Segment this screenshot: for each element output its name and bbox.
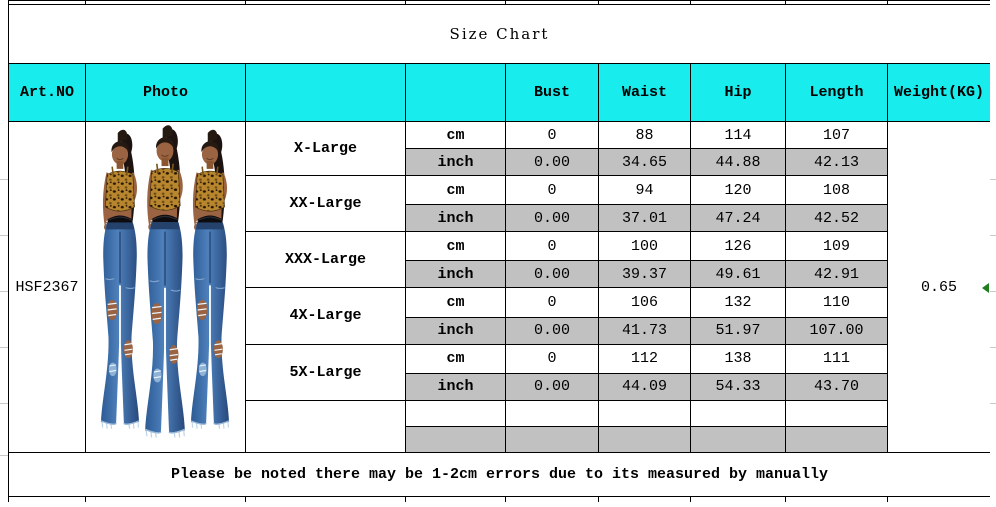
cell-waist: 112 xyxy=(599,344,691,373)
sheet-right-margin xyxy=(990,0,996,507)
unit-label: cm xyxy=(406,122,506,149)
cell-bust: 0.00 xyxy=(506,149,599,176)
cell-waist: 94 xyxy=(599,176,691,205)
cell-length: 42.91 xyxy=(786,261,888,288)
cell-bust: 0.00 xyxy=(506,373,599,400)
empty-cell xyxy=(786,497,888,503)
size-label: 5X-Large xyxy=(246,344,406,400)
empty-cell xyxy=(246,400,406,452)
sheet-left-margin xyxy=(0,0,8,507)
header-art-no: Art.NO xyxy=(9,64,86,122)
unit-label: inch xyxy=(406,149,506,176)
header-hip: Hip xyxy=(691,64,786,122)
unit-label: inch xyxy=(406,261,506,288)
cell-hip: 138 xyxy=(691,344,786,373)
gridline xyxy=(0,235,8,236)
cell-hip: 120 xyxy=(691,176,786,205)
cell-hip: 51.97 xyxy=(691,317,786,344)
header-size xyxy=(246,64,406,122)
header-photo: Photo xyxy=(86,64,246,122)
header-length: Length xyxy=(786,64,888,122)
cell-length: 108 xyxy=(786,176,888,205)
cell-hip: 114 xyxy=(691,122,786,149)
unit-label: cm xyxy=(406,344,506,373)
cell-length: 42.52 xyxy=(786,205,888,232)
size-label: XXX-Large xyxy=(246,232,406,288)
cell-waist: 37.01 xyxy=(599,205,691,232)
cell-waist: 106 xyxy=(599,288,691,317)
cell-waist: 100 xyxy=(599,232,691,261)
cell-hip: 126 xyxy=(691,232,786,261)
cell-waist: 44.09 xyxy=(599,373,691,400)
empty-cell xyxy=(406,400,506,426)
cell-hip: 54.33 xyxy=(691,373,786,400)
empty-cell xyxy=(599,497,691,503)
size-label: 4X-Large xyxy=(246,288,406,344)
gridline xyxy=(990,235,996,236)
empty-cell xyxy=(599,427,691,453)
empty-cell xyxy=(888,497,991,503)
cell-bust: 0.00 xyxy=(506,317,599,344)
empty-cell xyxy=(691,427,786,453)
unit-label: cm xyxy=(406,232,506,261)
cell-length: 42.13 xyxy=(786,149,888,176)
art-no-value: HSF2367 xyxy=(9,122,86,453)
size-label: X-Large xyxy=(246,122,406,176)
product-photo xyxy=(86,122,246,453)
unit-label: cm xyxy=(406,176,506,205)
cell-hip: 49.61 xyxy=(691,261,786,288)
empty-cell xyxy=(406,427,506,453)
models-illustration xyxy=(86,122,244,452)
unit-label: cm xyxy=(406,288,506,317)
cell-length: 109 xyxy=(786,232,888,261)
empty-cell xyxy=(691,400,786,426)
cell-bust: 0.00 xyxy=(506,261,599,288)
empty-cell xyxy=(246,497,406,503)
unit-label: inch xyxy=(406,317,506,344)
header-waist: Waist xyxy=(599,64,691,122)
gridline xyxy=(0,347,8,348)
empty-cell xyxy=(691,497,786,503)
header-bust: Bust xyxy=(506,64,599,122)
empty-cell xyxy=(86,497,246,503)
cell-length: 111 xyxy=(786,344,888,373)
partial-row-bottom xyxy=(9,497,991,503)
empty-cell xyxy=(786,427,888,453)
gridline xyxy=(0,291,8,292)
cell-length: 110 xyxy=(786,288,888,317)
gridline xyxy=(990,291,996,292)
table-header-row xyxy=(9,64,991,122)
cell-length: 107.00 xyxy=(786,317,888,344)
cell-waist: 41.73 xyxy=(599,317,691,344)
empty-cell xyxy=(506,400,599,426)
page-title: Size Chart xyxy=(9,5,991,64)
empty-cell xyxy=(9,497,86,503)
size-label: XX-Large xyxy=(246,176,406,232)
gridline xyxy=(0,403,8,404)
cell-hip: 47.24 xyxy=(691,205,786,232)
weight-value: 0.65 xyxy=(888,122,991,453)
gridline xyxy=(0,179,8,180)
empty-cell xyxy=(506,497,599,503)
cell-bust: 0 xyxy=(506,232,599,261)
empty-cell xyxy=(786,400,888,426)
unit-label: inch xyxy=(406,205,506,232)
empty-cell xyxy=(599,400,691,426)
unit-label: inch xyxy=(406,373,506,400)
size-chart-table xyxy=(8,0,991,502)
row-xlarge-cm xyxy=(9,122,991,149)
cell-length: 43.70 xyxy=(786,373,888,400)
gridline xyxy=(990,403,996,404)
gridline xyxy=(990,179,996,180)
gridline xyxy=(0,455,8,456)
gridline xyxy=(990,347,996,348)
empty-cell xyxy=(406,497,506,503)
measurement-note: Please be noted there may be 1-2cm errors due to its measured by manually xyxy=(9,453,991,497)
cell-waist: 88 xyxy=(599,122,691,149)
cell-waist: 34.65 xyxy=(599,149,691,176)
cell-length: 107 xyxy=(786,122,888,149)
header-weight: Weight(KG) xyxy=(888,64,991,122)
cell-waist: 39.37 xyxy=(599,261,691,288)
cell-bust: 0 xyxy=(506,288,599,317)
cell-bust: 0.00 xyxy=(506,205,599,232)
cell-bust: 0 xyxy=(506,344,599,373)
cell-hip: 44.88 xyxy=(691,149,786,176)
green-arrow-marker xyxy=(982,283,989,293)
cell-bust: 0 xyxy=(506,176,599,205)
cell-hip: 132 xyxy=(691,288,786,317)
cell-bust: 0 xyxy=(506,122,599,149)
header-unit xyxy=(406,64,506,122)
empty-cell xyxy=(506,427,599,453)
